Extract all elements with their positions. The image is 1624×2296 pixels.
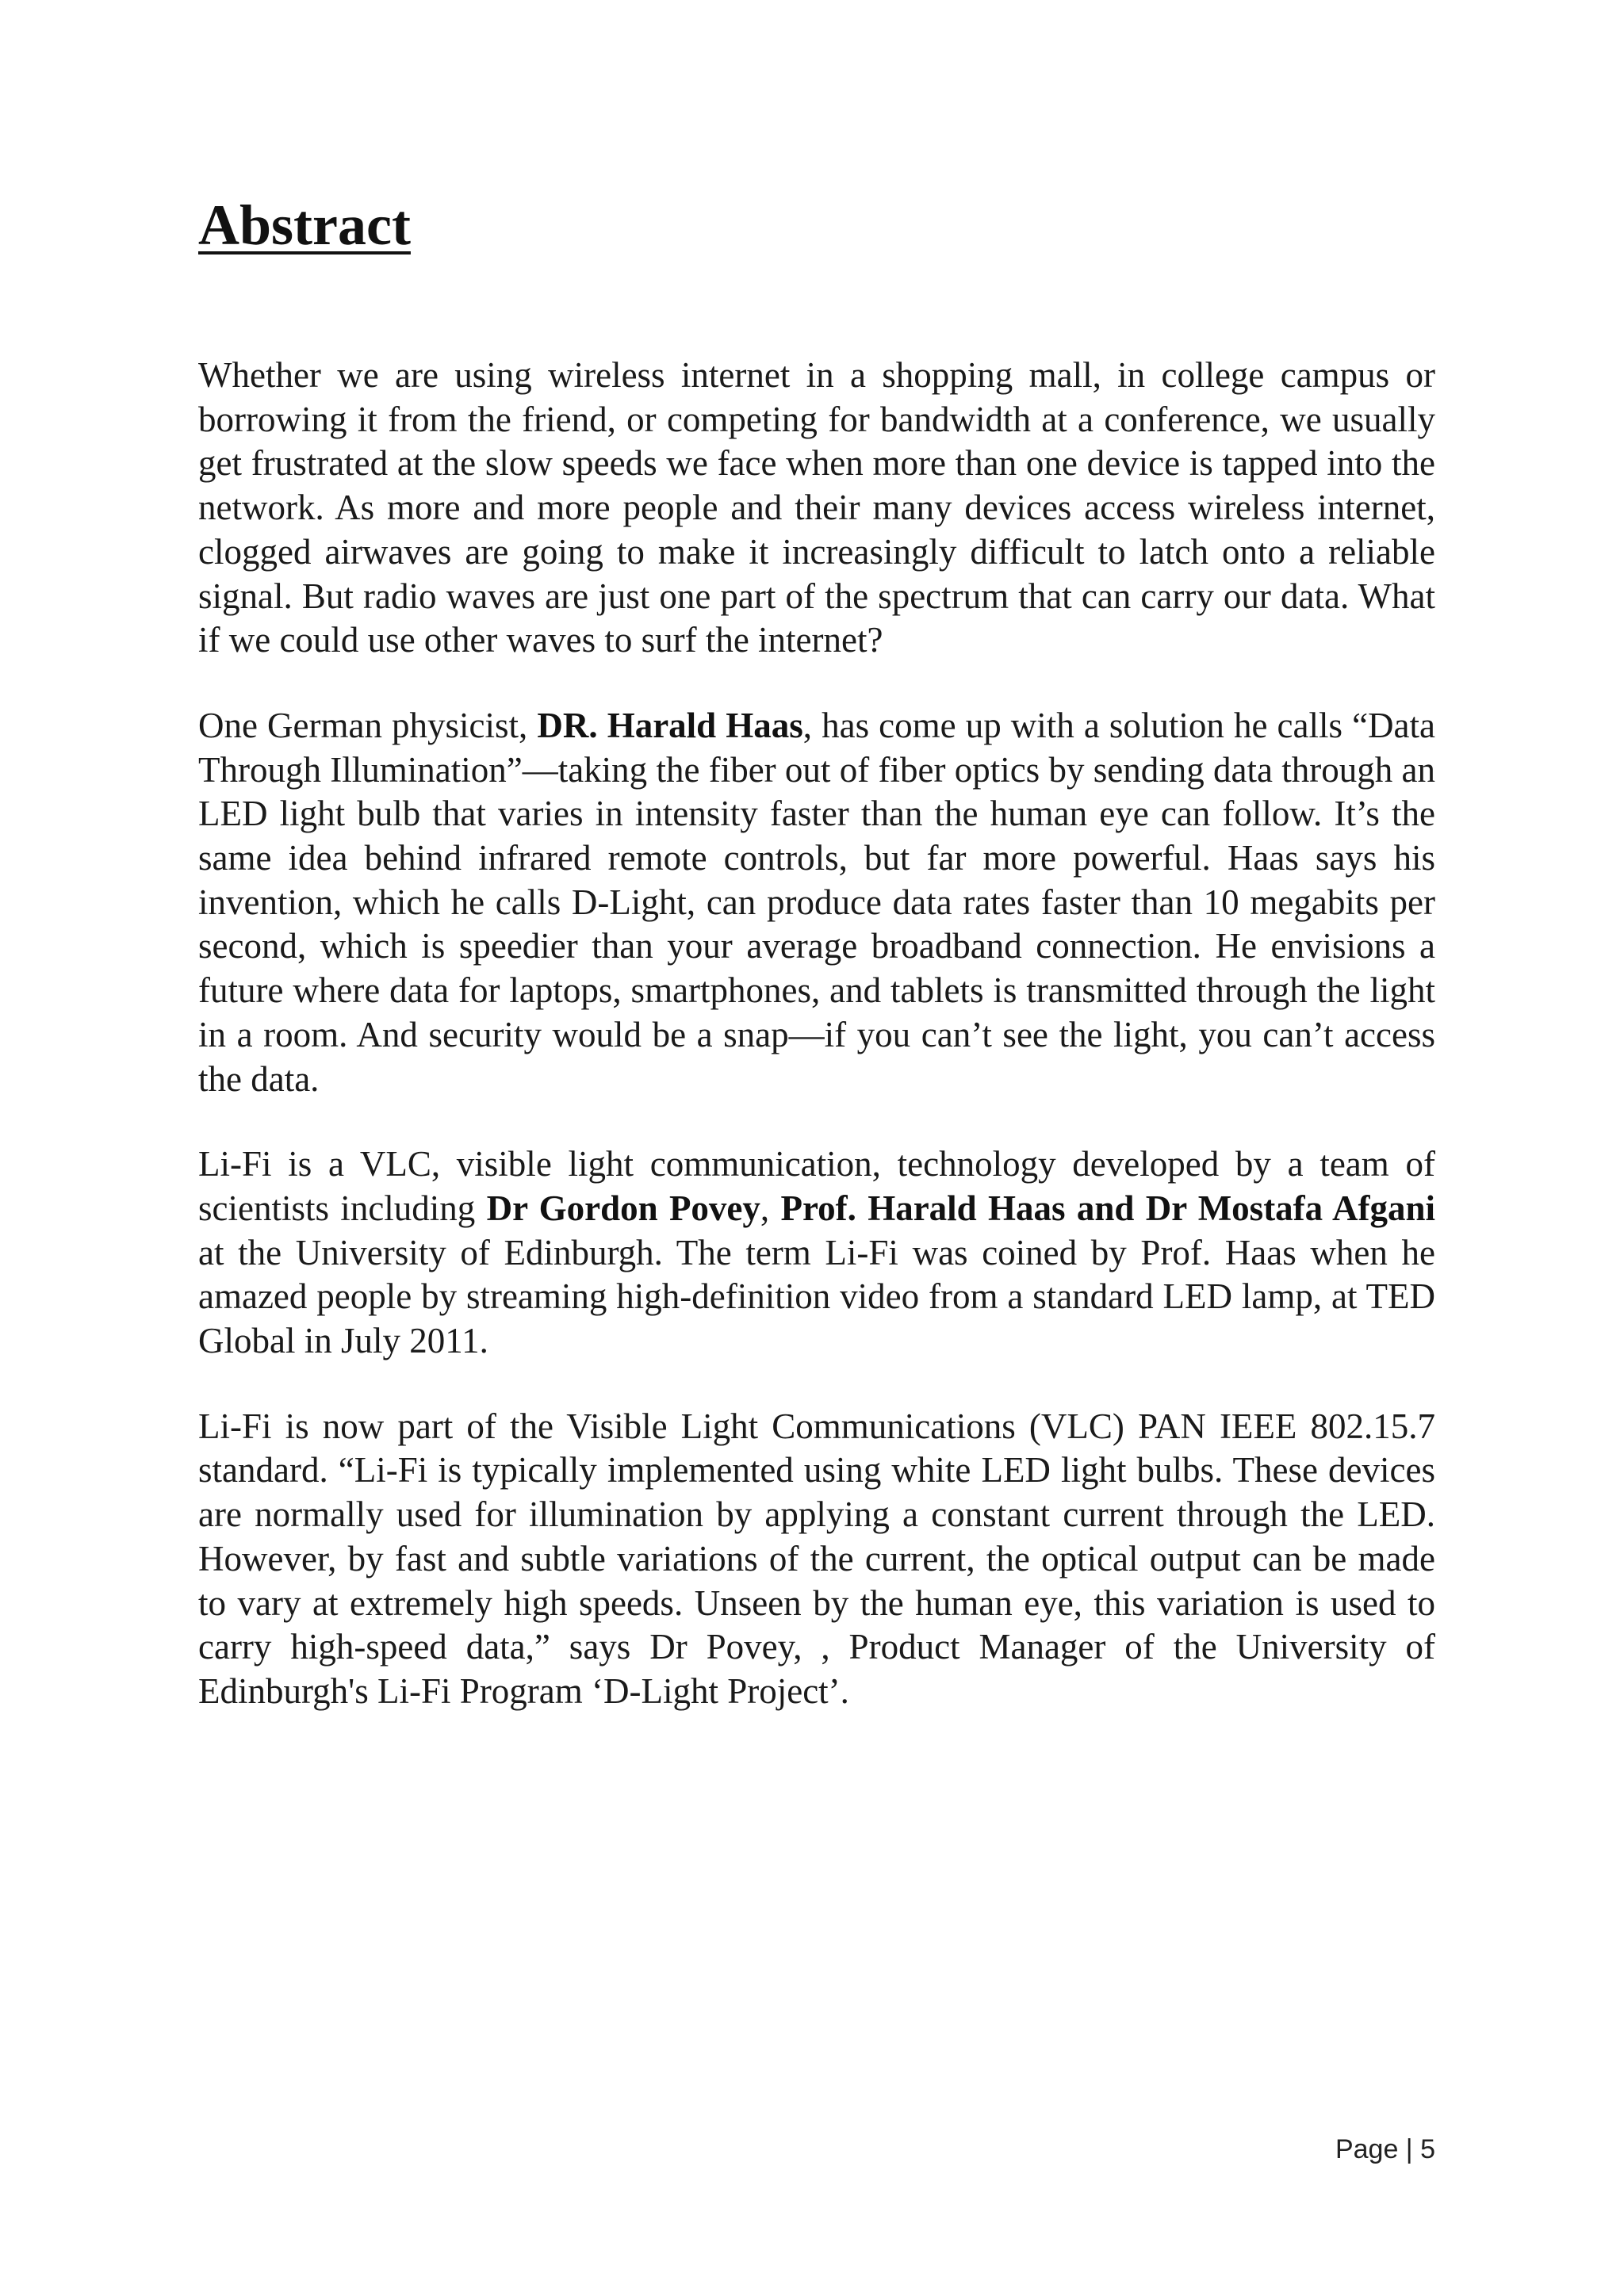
paragraph-2 — [198, 704, 1435, 1101]
paragraph-4-text: Li-Fi is now part of the Visible Light Communications (VLC) PAN IEEE 802.15.7 standard. “Li-Fi is typically implemented using white LED light bulbs. These devices are normally used for illumination by applying a constant current through the LED. However, by fast and subtle variations of the current, the optical output can be made to vary at extremely high speeds. Unseen by the human eye, this variation is used to carry high-speed data,” says Dr Povey, , Product Manager of the University of Edinburgh's Li-Fi Program ‘D-Light Project’. — [198, 1406, 1435, 1711]
page-number-footer: Page | 5 — [1335, 2134, 1435, 2164]
person-name-harald-haas: DR. Harald Haas — [537, 705, 803, 745]
paragraph-3-text: at the University of Edinburgh. The term Li-Fi was coined by Prof. Haas when he amazed people by streaming high-definition video from a standard LED lamp, at TED Global in July 2011. — [198, 1232, 1435, 1361]
paragraph-3 — [198, 1142, 1435, 1364]
section-heading: Abstract — [198, 193, 411, 257]
paragraph-1 — [198, 354, 1435, 663]
paragraph-2-text: , has come up with a solution he calls “Data Through Illumination”—taking the fiber out of fiber optics by sending data through an LED light bulb that varies in intensity faster than the human eye can follow. It’s the same idea behind infrared remote controls, but far more powerful. Haas says his invention, which he calls D-Light, can produce data rates faster than 10 megabits per second, which is speedier than your average broadband connection. He envisions a future where data for laptops, smartphones, and tablets is transmitted through the light in a room. And security would be a snap—if you can’t see the light, you can’t access the data. — [198, 705, 1435, 1099]
paragraph-3-lead: Li-Fi is a VLC, visible light communication, technology developed by a team of scientists including — [198, 1144, 1435, 1228]
paragraph-4 — [198, 1405, 1435, 1714]
abstract-body — [198, 354, 1435, 1755]
paragraph-1-text: Whether we are using wireless internet in a shopping mall, in college campus or borrowing it from the friend, or competing for bandwidth at a conference, we usually get frustrated at the slow speeds we face when more than one device is tapped into the network. As more and more people and their many devices access wireless internet, clogged airwaves are going to make it increasingly difficult to latch onto a reliable signal. But radio waves are just one part of the spectrum that can carry our data. What if we could use other waves to surf the internet? — [198, 355, 1435, 660]
paragraph-2-lead: One German physicist, — [198, 705, 538, 745]
person-name-gordon-povey: Dr Gordon Povey — [486, 1188, 760, 1228]
paragraph-3-separator: , — [760, 1188, 781, 1228]
person-names-haas-afgani: Prof. Harald Haas and Dr Mostafa Afgani — [780, 1188, 1436, 1228]
